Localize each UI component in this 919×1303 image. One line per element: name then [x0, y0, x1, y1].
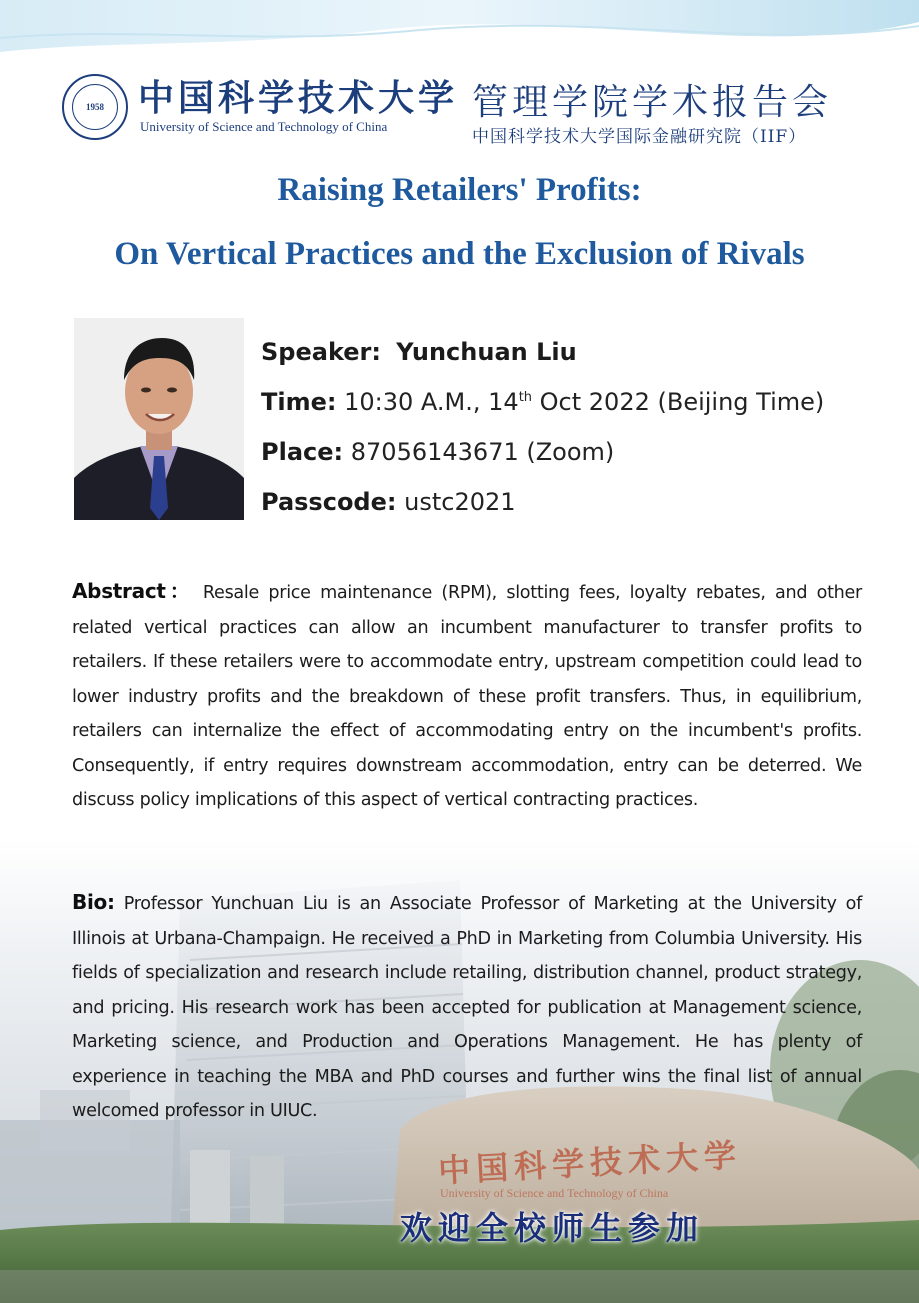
series-subtitle: 中国科学技术大学国际金融研究院（IIF）: [472, 127, 807, 147]
bio-text: Professor Yunchuan Liu is an Associate Professor of Marketing at the University of Illinois at Urbana-Champaign. He received a PhD in Marketing from Columbia University. His fields of specialization and research include retailing, distribution channel, product strategy, and pricing. His research work has been accepted for publication at Management science, Marketing science, and Production and Operations Management. He has plenty of experience in teaching the MBA and PhD courses and further wins the final list of annual welcomed professor in UIUC.: [72, 894, 862, 1121]
time-value: 10:30 A.M., 14: [344, 388, 519, 416]
time-row: [261, 380, 824, 430]
time-value-rest: Oct 2022 (Beijing Time): [532, 388, 825, 416]
header: [62, 70, 862, 150]
bio-label: Bio:: [72, 890, 115, 914]
place-value: 87056143671 (Zoom): [350, 438, 615, 466]
time-label: Time:: [261, 388, 337, 416]
abstract-text: Resale price maintenance (RPM), slotting fees, loyalty rebates, and other related vertical practices can allow an incumbent manufacturer to transfer profits to retailers. If these retailers were to accommodate entry, upstream competition could lead to lower industry profits and the breakdown of these profit transfers. Thus, in equilibrium, retailers can internalize the effect of accommodating entry on the incumbent's profits. Consequently, if entry requires downstream accommodation, entry can be deterred. We discuss policy implications of this aspect of vertical contracting practices.: [72, 583, 862, 810]
abstract-paragraph: [72, 574, 862, 818]
time-ordinal-suffix: th: [518, 390, 533, 405]
passcode-row: [261, 480, 824, 530]
passcode-label: Passcode:: [261, 488, 397, 516]
place-label: Place:: [261, 438, 344, 466]
university-name-en: University of Science and Technology of China: [140, 119, 388, 134]
abstract-label: Abstract：: [72, 579, 194, 603]
speaker-photo: [74, 318, 244, 520]
university-name-cn: 中国科学技术大学: [138, 77, 459, 119]
monument-inscription-cn: 中国科学技术大学: [437, 1136, 743, 1190]
monument-inscription-en: University of Science and Technology of China: [440, 1186, 669, 1200]
welcome-message: 欢迎全校师生参加: [400, 1209, 705, 1247]
talk-title-line2: On Vertical Practices and the Exclusion of Rivals: [114, 236, 805, 272]
talk-title-line1: Raising Retailers' Profits:: [277, 172, 642, 208]
university-seal-logo: [62, 74, 128, 140]
speaker-value: Yunchuan Liu: [396, 338, 577, 366]
series-title: 管理学院学术报告会: [472, 82, 833, 123]
talk-info: [261, 330, 824, 530]
speaker-label: Speaker:: [261, 338, 381, 366]
top-wave-decoration: [0, 0, 919, 70]
speaker-row: [261, 330, 824, 380]
place-row: [261, 430, 824, 480]
seal-year: 1958: [72, 84, 118, 130]
bio-paragraph: [72, 885, 862, 1129]
passcode-value: ustc2021: [404, 488, 516, 516]
